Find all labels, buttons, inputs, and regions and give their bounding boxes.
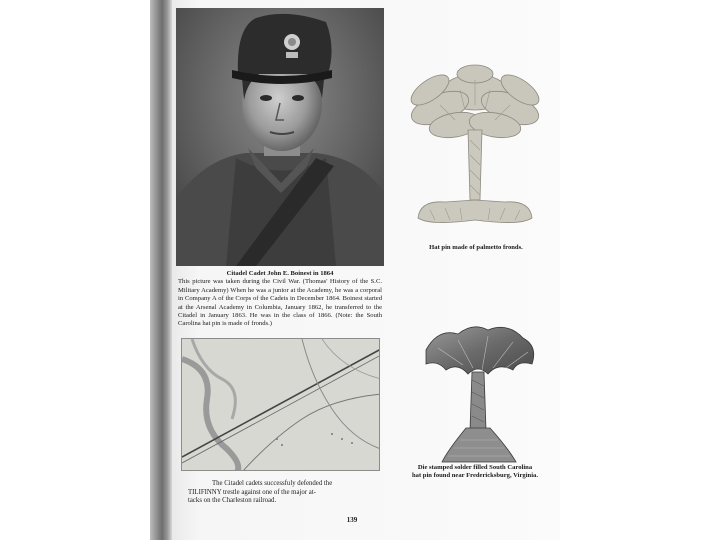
book-gutter (150, 0, 172, 540)
left-margin (0, 0, 168, 540)
railroad-map (181, 338, 380, 471)
palmetto-frond-hat-pin-image (400, 60, 550, 240)
die-stamped-pin-caption-line-1: Die stamped solder filled South Carolina (417, 464, 533, 471)
map-caption-line-3: tacks on the Charleston railroad. (188, 497, 277, 505)
frond-pin-caption: Hat pin made of palmetto fronds. (429, 244, 523, 251)
map-caption-line-2: TILIFINNY trestle against one of the major at- (188, 488, 316, 496)
photo-caption-title: Citadel Cadet John E. Boinest in 1864 (226, 270, 334, 277)
photo-caption-body: This picture was taken during the Civil War. (Thomas' History of the S.C. Military Academy) When he was a junior at the Academy, he was a corporal in Company A of the Corps of the Cadets in December 1864. Boinest started at the Arsenal Academy in Columbia, January 1862, he transferred to the Citadel in January 1863. He was in the class of 1866. (Note: the South Carolina hat pin is made of fronds.) (178, 278, 382, 328)
map-caption (188, 480, 374, 506)
right-margin (560, 0, 720, 540)
cadet-portrait-photo (176, 8, 384, 266)
map-caption-line-1: The Citadel cadets successfuly defended the (212, 480, 333, 487)
photo-caption (178, 270, 382, 329)
page-number: 139 (346, 516, 358, 524)
die-stamped-pin-caption (385, 464, 565, 481)
die-stamped-pin-caption-line-2: hat pin found near Fredericksburg, Virginia. (412, 472, 538, 480)
die-stamped-hat-pin-image (418, 320, 540, 468)
